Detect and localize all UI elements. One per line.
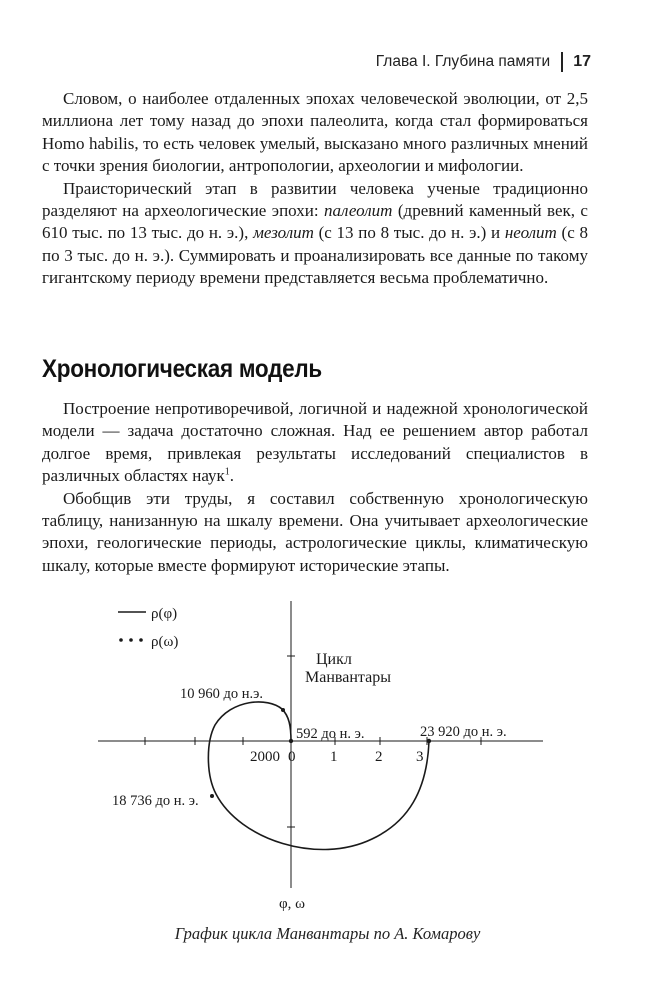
section-p1-text: Построение непротиворечивой, логичной и надежной хронологической модели — задача достаточно сложная. Над ее решением автор работал долгое время, привлекая результаты исследований специалистов в различных областях наук	[42, 399, 588, 486]
legend-solid-label: ρ(φ)	[151, 606, 178, 622]
footnote-marker: 1	[224, 466, 230, 478]
figure-title-line-2: Манвантары	[305, 669, 391, 686]
term-neolith: неолит	[504, 223, 557, 243]
tick-label-1: 1	[330, 749, 338, 765]
tick-label-0: 0	[288, 749, 296, 765]
label-2000: 2000	[250, 749, 280, 765]
section-paragraph-2: Обобщив эти труды, я составил собственную хронологическую таблицу, нанизанную на шкалу времени. Она учитывает археологические эпохи, геологические периоды, астрологические циклы, климатическую шкалу, которые вместе формируют исторические этапы.	[42, 488, 588, 575]
figure-title-line-1: Цикл	[316, 651, 352, 668]
figure-caption: График цикла Манвантары по А. Комарову	[174, 924, 481, 943]
legend-dotted-label: ρ(ω)	[151, 634, 179, 650]
legend-dotted-marker	[119, 638, 143, 642]
label-10960: 10 960 до н.э.	[180, 686, 263, 702]
term-paleolith: палеолит	[324, 201, 393, 221]
running-header	[376, 52, 591, 72]
tick-label-3: 3	[416, 749, 424, 765]
intro-p2-part-d: (с 8 по 3 тыс. до н. э.). Суммировать и проанализировать все данные по такому гигантскому периоду времени представляется весьма проблематично.	[42, 223, 588, 288]
section-paragraph-1	[42, 398, 588, 488]
section-p1-end: .	[229, 466, 235, 486]
intro-paragraph-1: Словом, о наиболее отдаленных эпохах человеческой эволюции, от 2,5 миллиона лет тому назад до эпохи палеолита, когда стал формироваться Homo habilis, то есть человек умелый, высказано много различных мнений с точки зрения биологии, антропологии, археологии и мифологии.	[42, 89, 588, 176]
intro-p2-part-b: (древний каменный век, с 610 тыс. по 13 тыс. до н. э.),	[42, 201, 588, 243]
label-592: 592 до н. э.	[296, 726, 365, 742]
manvantara-cycle-figure	[0, 596, 655, 916]
label-23920: 23 920 до н. э.	[420, 724, 507, 740]
intro-p2-part-c: (с 13 по 8 тыс. до н. э.) и	[313, 223, 505, 243]
chapter-title: Глава I. Глубина памяти	[375, 53, 551, 70]
intro-text	[42, 88, 588, 290]
vertical-axis-label: φ, ω	[279, 896, 306, 912]
page-number: 17	[573, 53, 591, 70]
header-divider	[561, 52, 563, 72]
section-heading: Хронологическая модель	[42, 355, 322, 383]
intro-paragraph-2	[42, 178, 588, 290]
intro-p2-part-a: Праисторический этап в развитии человека ученые традиционно разделяют на археологические эпохи:	[42, 178, 588, 221]
spiral-points	[210, 708, 431, 798]
label-18736: 18 736 до н. э.	[112, 793, 199, 809]
spiral-curve	[208, 702, 429, 850]
term-mesolith: мезолит	[253, 223, 314, 243]
section-text	[42, 398, 588, 577]
tick-label-2: 2	[375, 749, 383, 765]
